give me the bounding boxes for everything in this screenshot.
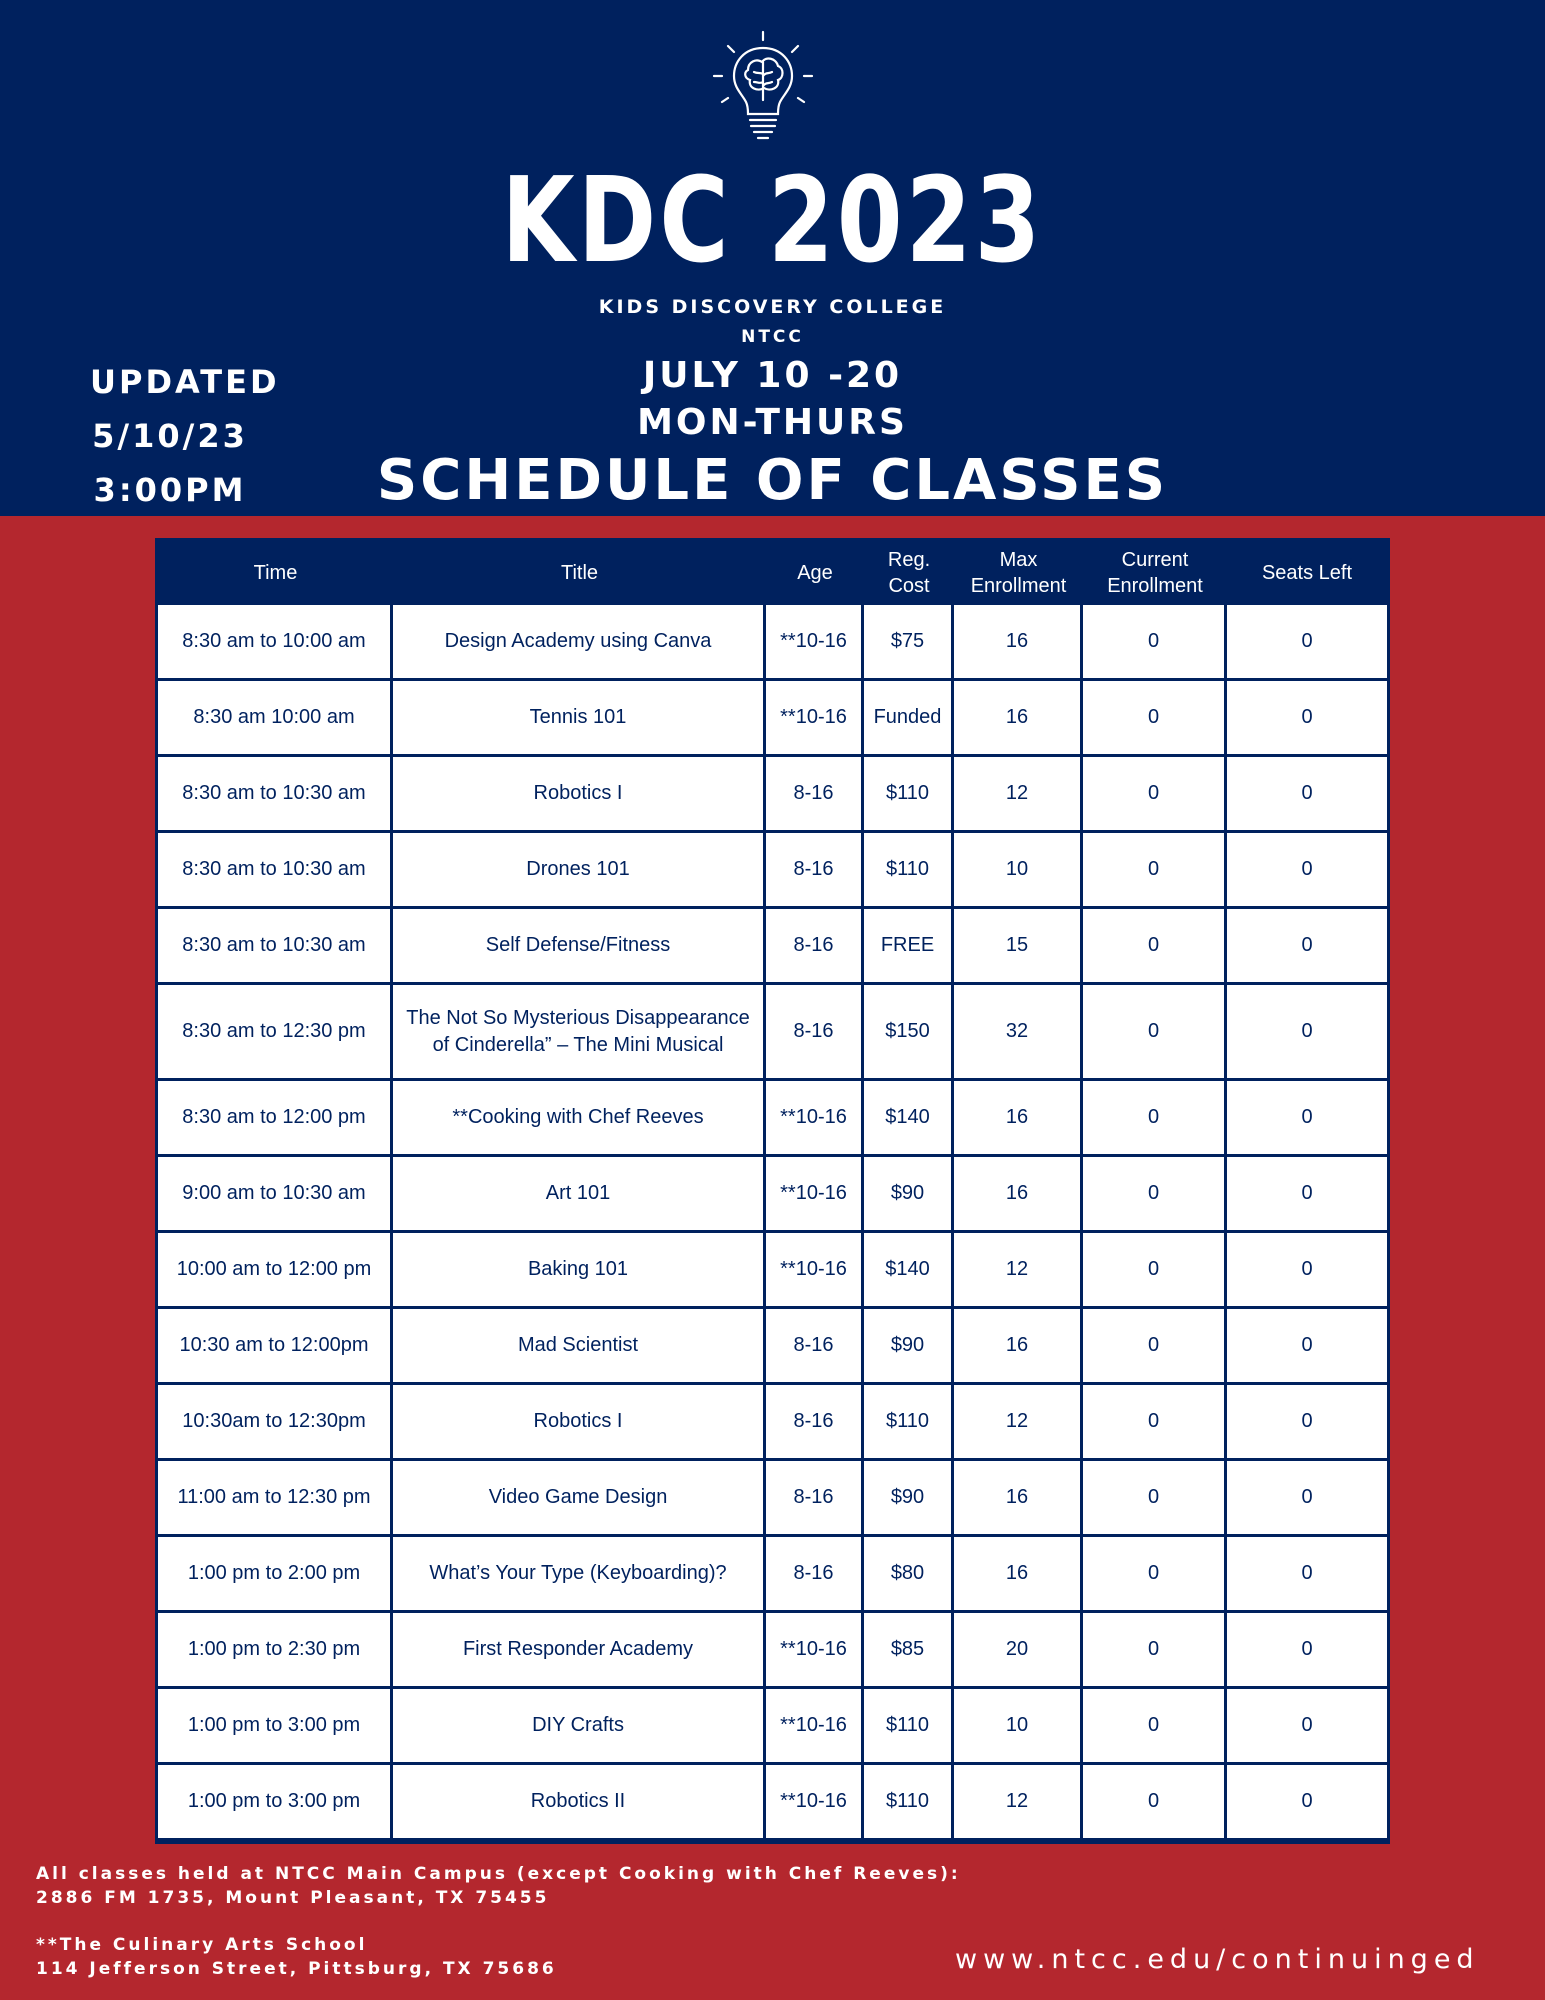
cell-current: 0 xyxy=(1083,1081,1227,1157)
cell-seats: 0 xyxy=(1227,985,1387,1081)
cell-age: 8-16 xyxy=(766,1537,864,1613)
cell-age: **10-16 xyxy=(766,1613,864,1689)
cell-current: 0 xyxy=(1083,985,1227,1081)
cell-time: 1:00 pm to 3:00 pm xyxy=(158,1765,393,1841)
cell-time: 9:00 am to 10:30 am xyxy=(158,1157,393,1233)
program-days: MON-THURS xyxy=(637,402,908,443)
culinary-note xyxy=(36,1933,557,1981)
cell-max: 16 xyxy=(954,681,1083,757)
program-dates: JULY 10 -20 xyxy=(642,355,903,396)
cell-age: **10-16 xyxy=(766,605,864,681)
updated-date: 5/10/23 xyxy=(92,417,248,455)
cell-current: 0 xyxy=(1083,757,1227,833)
col-header-max: Max Enrollment xyxy=(954,541,1083,605)
cell-seats: 0 xyxy=(1227,681,1387,757)
cell-title: Baking 101 xyxy=(393,1233,766,1309)
cell-time: 1:00 pm to 3:00 pm xyxy=(158,1689,393,1765)
cell-title: Video Game Design xyxy=(393,1461,766,1537)
cell-age: 8-16 xyxy=(766,909,864,985)
cell-current: 0 xyxy=(1083,1461,1227,1537)
cell-seats: 0 xyxy=(1227,757,1387,833)
table-header-row xyxy=(158,541,1387,605)
cell-max: 12 xyxy=(954,1385,1083,1461)
cell-max: 15 xyxy=(954,909,1083,985)
cell-age: **10-16 xyxy=(766,1765,864,1841)
cell-time: 1:00 pm to 2:00 pm xyxy=(158,1537,393,1613)
cell-title: Self Defense/Fitness xyxy=(393,909,766,985)
cell-time: 1:00 pm to 2:30 pm xyxy=(158,1613,393,1689)
col-header-seats: Seats Left xyxy=(1227,541,1387,605)
updated-label: UPDATED xyxy=(90,363,280,401)
website-link[interactable]: www.ntcc.edu/continuinged xyxy=(955,1944,1480,1975)
cell-time: 8:30 am to 10:00 am xyxy=(158,605,393,681)
cell-cost: $150 xyxy=(864,985,954,1081)
cell-cost: $110 xyxy=(864,1385,954,1461)
cell-time: 8:30 am to 10:30 am xyxy=(158,909,393,985)
cell-cost: $140 xyxy=(864,1081,954,1157)
schedule-table xyxy=(155,538,1390,1844)
table-row xyxy=(158,1081,1387,1157)
campus-note xyxy=(36,1862,961,1910)
cell-title: First Responder Academy xyxy=(393,1613,766,1689)
cell-current: 0 xyxy=(1083,1233,1227,1309)
cell-cost: $110 xyxy=(864,1765,954,1841)
cell-age: 8-16 xyxy=(766,1461,864,1537)
cell-max: 16 xyxy=(954,1537,1083,1613)
cell-cost: $90 xyxy=(864,1157,954,1233)
cell-seats: 0 xyxy=(1227,1309,1387,1385)
cell-title: What’s Your Type (Keyboarding)? xyxy=(393,1537,766,1613)
cell-seats: 0 xyxy=(1227,1537,1387,1613)
cell-seats: 0 xyxy=(1227,1157,1387,1233)
cell-age: **10-16 xyxy=(766,1081,864,1157)
cell-max: 12 xyxy=(954,1765,1083,1841)
program-name: KIDS DISCOVERY COLLEGE xyxy=(598,296,947,318)
cell-time: 8:30 am 10:00 am xyxy=(158,681,393,757)
culinary-note-line1: **The Culinary Arts School xyxy=(36,1935,368,1955)
table-row xyxy=(158,1461,1387,1537)
table-row xyxy=(158,833,1387,909)
cell-cost: $140 xyxy=(864,1233,954,1309)
cell-title: Art 101 xyxy=(393,1157,766,1233)
cell-seats: 0 xyxy=(1227,1461,1387,1537)
table-row xyxy=(158,1537,1387,1613)
col-header-title: Title xyxy=(393,541,766,605)
cell-cost: FREE xyxy=(864,909,954,985)
campus-note-line1: All classes held at NTCC Main Campus (except Cooking with Chef Reeves): xyxy=(36,1864,961,1884)
cell-time: 11:00 am to 12:30 pm xyxy=(158,1461,393,1537)
cell-cost: $85 xyxy=(864,1613,954,1689)
cell-title: The Not So Mysterious Disappearance of Cinderella” – The Mini Musical xyxy=(393,985,766,1081)
col-header-cost: Reg. Cost xyxy=(864,541,954,605)
org-name: NTCC xyxy=(741,327,804,347)
cell-time: 8:30 am to 10:30 am xyxy=(158,757,393,833)
cell-seats: 0 xyxy=(1227,1081,1387,1157)
cell-seats: 0 xyxy=(1227,1233,1387,1309)
cell-age: 8-16 xyxy=(766,1309,864,1385)
cell-current: 0 xyxy=(1083,909,1227,985)
lightbulb-brain-icon xyxy=(708,30,818,148)
cell-age: **10-16 xyxy=(766,681,864,757)
cell-current: 0 xyxy=(1083,1537,1227,1613)
cell-age: **10-16 xyxy=(766,1689,864,1765)
cell-current: 0 xyxy=(1083,605,1227,681)
cell-seats: 0 xyxy=(1227,1689,1387,1765)
campus-address: 2886 FM 1735, Mount Pleasant, TX 75455 xyxy=(36,1888,550,1908)
table-row xyxy=(158,1309,1387,1385)
cell-max: 16 xyxy=(954,605,1083,681)
cell-seats: 0 xyxy=(1227,1613,1387,1689)
cell-current: 0 xyxy=(1083,1689,1227,1765)
cell-current: 0 xyxy=(1083,1765,1227,1841)
table-row xyxy=(158,605,1387,681)
cell-current: 0 xyxy=(1083,1157,1227,1233)
cell-current: 0 xyxy=(1083,1309,1227,1385)
cell-cost: $90 xyxy=(864,1461,954,1537)
cell-time: 10:00 am to 12:00 pm xyxy=(158,1233,393,1309)
cell-title: Robotics I xyxy=(393,1385,766,1461)
cell-current: 0 xyxy=(1083,833,1227,909)
cell-title: Robotics I xyxy=(393,757,766,833)
cell-max: 16 xyxy=(954,1309,1083,1385)
cell-max: 10 xyxy=(954,833,1083,909)
cell-title: Robotics II xyxy=(393,1765,766,1841)
table-row xyxy=(158,1157,1387,1233)
table-row xyxy=(158,909,1387,985)
cell-cost: $110 xyxy=(864,757,954,833)
col-header-current: Current Enrollment xyxy=(1083,541,1227,605)
cell-age: 8-16 xyxy=(766,985,864,1081)
cell-title: **Cooking with Chef Reeves xyxy=(393,1081,766,1157)
table-row xyxy=(158,681,1387,757)
cell-age: 8-16 xyxy=(766,1385,864,1461)
cell-age: 8-16 xyxy=(766,757,864,833)
cell-max: 20 xyxy=(954,1613,1083,1689)
cell-title: Design Academy using Canva xyxy=(393,605,766,681)
cell-age: **10-16 xyxy=(766,1233,864,1309)
cell-seats: 0 xyxy=(1227,1765,1387,1841)
table-row xyxy=(158,1689,1387,1765)
cell-cost: $90 xyxy=(864,1309,954,1385)
cell-current: 0 xyxy=(1083,681,1227,757)
cell-age: **10-16 xyxy=(766,1157,864,1233)
cell-max: 12 xyxy=(954,757,1083,833)
cell-cost: $110 xyxy=(864,1689,954,1765)
col-header-age: Age xyxy=(766,541,864,605)
cell-time: 10:30am to 12:30pm xyxy=(158,1385,393,1461)
table-row xyxy=(158,757,1387,833)
cell-max: 16 xyxy=(954,1157,1083,1233)
cell-max: 12 xyxy=(954,1233,1083,1309)
table-row xyxy=(158,985,1387,1081)
cell-max: 10 xyxy=(954,1689,1083,1765)
cell-seats: 0 xyxy=(1227,909,1387,985)
cell-seats: 0 xyxy=(1227,605,1387,681)
col-header-time: Time xyxy=(158,541,393,605)
cell-seats: 0 xyxy=(1227,833,1387,909)
cell-title: DIY Crafts xyxy=(393,1689,766,1765)
updated-time: 3:00PM xyxy=(93,471,247,509)
table-row xyxy=(158,1233,1387,1309)
cell-max: 16 xyxy=(954,1461,1083,1537)
cell-current: 0 xyxy=(1083,1385,1227,1461)
cell-cost: $75 xyxy=(864,605,954,681)
cell-current: 0 xyxy=(1083,1613,1227,1689)
cell-cost: $110 xyxy=(864,833,954,909)
cell-cost: Funded xyxy=(864,681,954,757)
schedule-heading: SCHEDULE OF CLASSES xyxy=(376,448,1169,513)
cell-age: 8-16 xyxy=(766,833,864,909)
cell-max: 16 xyxy=(954,1081,1083,1157)
header-banner xyxy=(0,0,1545,516)
cell-time: 8:30 am to 10:30 am xyxy=(158,833,393,909)
updated-stamp xyxy=(90,355,280,517)
cell-time: 8:30 am to 12:00 pm xyxy=(158,1081,393,1157)
table-row xyxy=(158,1613,1387,1689)
cell-seats: 0 xyxy=(1227,1385,1387,1461)
cell-title: Mad Scientist xyxy=(393,1309,766,1385)
table-row xyxy=(158,1385,1387,1461)
cell-time: 10:30 am to 12:00pm xyxy=(158,1309,393,1385)
table-row xyxy=(158,1765,1387,1841)
cell-time: 8:30 am to 12:30 pm xyxy=(158,985,393,1081)
cell-title: Tennis 101 xyxy=(393,681,766,757)
culinary-address: 114 Jefferson Street, Pittsburg, TX 75686 xyxy=(36,1959,557,1979)
cell-title: Drones 101 xyxy=(393,833,766,909)
page-title: KDC 2023 xyxy=(501,151,1044,289)
cell-max: 32 xyxy=(954,985,1083,1081)
cell-cost: $80 xyxy=(864,1537,954,1613)
